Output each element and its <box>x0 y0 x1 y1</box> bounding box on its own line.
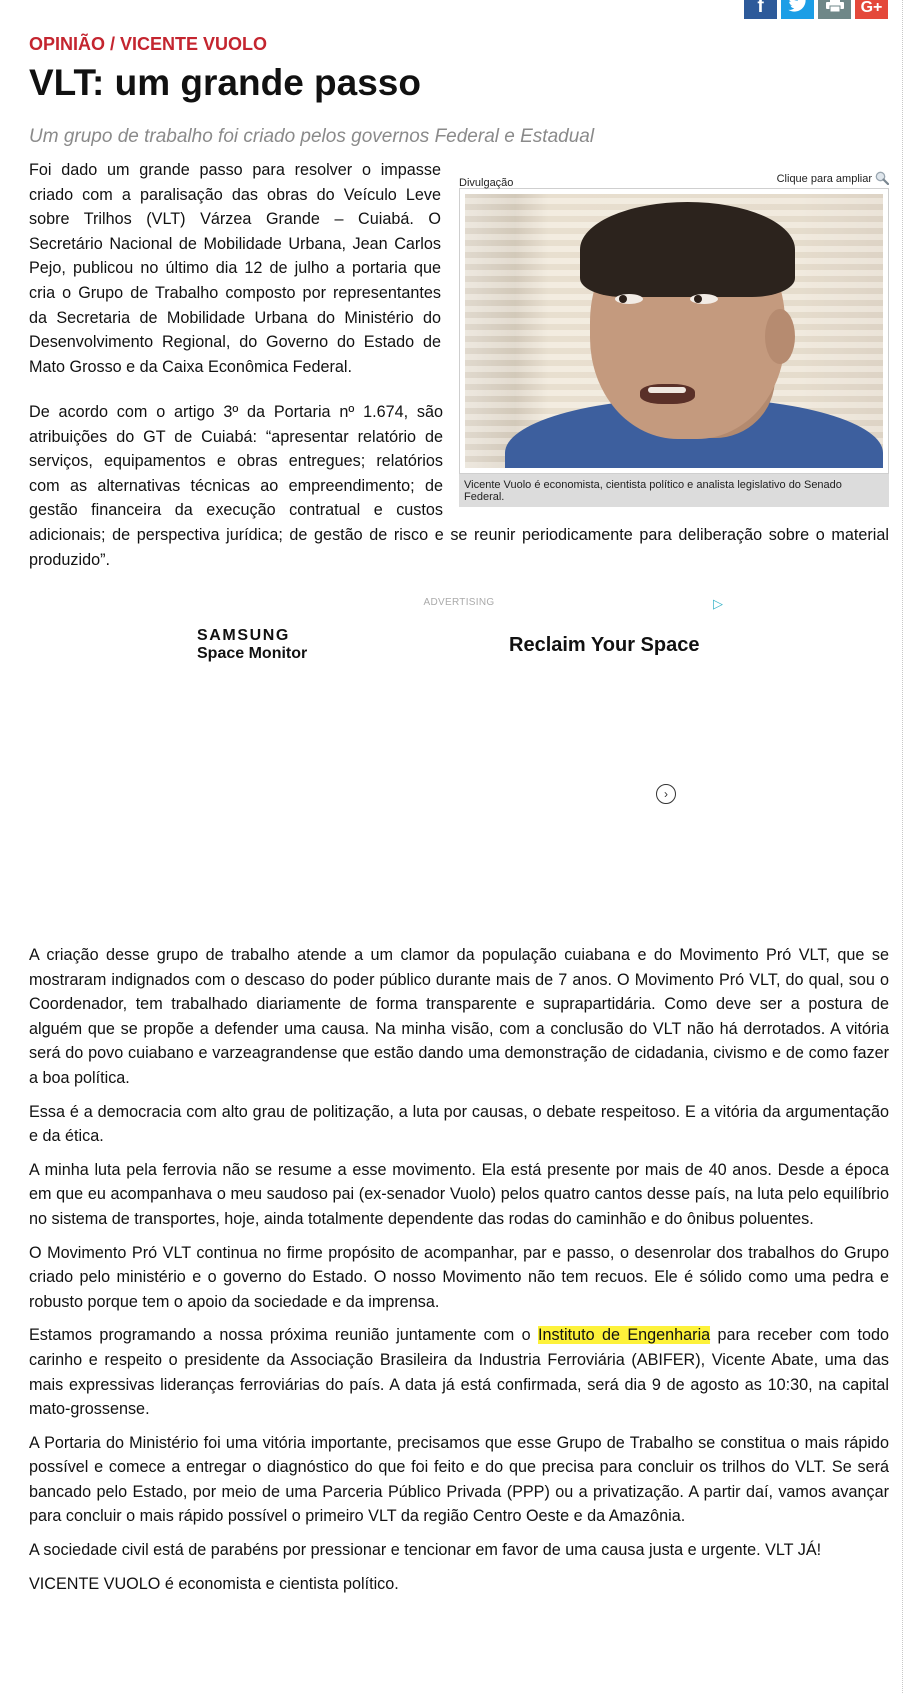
enlarge-photo-link[interactable] <box>777 166 889 188</box>
ad-headline[interactable]: Reclaim Your Space <box>509 634 700 656</box>
article-kicker[interactable]: OPINIÃO / VICENTE VUOLO <box>29 34 268 54</box>
author-bio: VICENTE VUOLO é economista e cientista político. <box>29 1574 399 1593</box>
magnifier-icon <box>875 171 889 188</box>
ad-label: ADVERTISING <box>423 597 495 608</box>
paragraph: Estamos programando a nossa próxima reunião juntamente com o Instituto de Engenharia para receber com todo carinho e respeito o presidente da Associação Brasileira da Industria Ferroviária (ABIFER), Vicente Abate, uma das mais expressivas lideranças ferroviárias do país. A data já está confirmada, será dia 9 de agosto as 10:30, na capital mato-grossense. <box>29 1326 889 1419</box>
article-subtitle: Um grupo de trabalho foi criado pelos governos Federal e Estadual <box>29 126 595 147</box>
article-title: VLT: um grande passo <box>29 62 421 103</box>
paragraph: Essa é a democracia com alto grau de politização, a luta por causas, o debate respeitoso. E a vitória da argumentação e da ética. <box>29 1102 889 1146</box>
paragraph: A minha luta pela ferrovia não se resume a esse movimento. Ela está presente por mais de 40 anos. Desde a época em que eu acompanhava o meu saudoso pai (ex-senador Vuolo) pelos quatro cantos desse país, na luta pelo equilíbrio no sistema de transportes, hoje, ainda totalmente dependente das rodas do caminhão e do ônibus poluentes. <box>29 1160 889 1228</box>
share-bar <box>744 0 888 19</box>
enlarge-label: Clique para ampliar <box>776 173 872 185</box>
paragraph: De acordo com o artigo 3º da Portaria nº 1.674, são atribuições do GT de Cuiabá: “apresentar relatório de serviços, equipamentos e obras entregues; relatórios com as alternativas técnicas ao empreendimento; de gestão financeira da execução contratual e custos adicionais; de perspectiva jurídica; de gestão de risco e se reunir periodicamente para deliberação sobre o material produzido”. <box>29 403 889 569</box>
photo-caption: Vicente Vuolo é economista, cientista político e analista legislativo do Senado Federal. <box>459 474 889 507</box>
facebook-icon: f <box>757 0 764 17</box>
highlighted-link[interactable]: Instituto de Engenharia <box>537 1326 711 1345</box>
share-facebook-button[interactable] <box>744 0 777 19</box>
ad-product: Space Monitor <box>197 645 308 662</box>
paragraph: O Movimento Pró VLT continua no firme propósito de acompanhar, par e passo, o desenrolar dos trabalhos do Grupo criado pelo ministério e o governo do Estado. O nosso Movimento não tem recuos. Ele é sólido como uma pedra e robusto porque tem o apoio da sociedade e da imprensa. <box>29 1243 889 1311</box>
article-body <box>29 943 889 1605</box>
share-twitter-button[interactable] <box>781 0 814 19</box>
photo-credit: Divulgação <box>459 177 514 189</box>
samsung-logo: SAMSUNG <box>197 627 290 644</box>
ad-next-button[interactable] <box>656 784 676 804</box>
google-plus-icon: G+ <box>860 0 883 16</box>
advertisement[interactable] <box>29 594 889 894</box>
ad-brand[interactable] <box>197 628 307 664</box>
paragraph: A criação desse grupo de trabalho atende a um clamor da população cuiabana e do Movimento Pró VLT, que se mostraram indignados com o descaso do poder público durante mais de 7 anos. O Movimento Pró VLT, do qual, sou o Coordenador, tem trabalhado diariamente de forma transparente e suprapartidária. Como deve ser a postura de alguém que se propõe a defender uma causa. Na minha visão, com a conclusão do VLT não há derrotados. A vitória será do povo cuiabano e varzeagrandense que estão dando uma demonstração de cidadania, civismo e de como fazer a boa política. <box>29 946 889 1087</box>
paragraph: Foi dado um grande passo para resolver o impasse criado com a paralisação das obras do Veículo Leve sobre Trilhos (VLT) Várzea Grande – Cuiabá. O Secretário Nacional de Mobilidade Urbana, Jean Carlos Pejo, publicou no último dia 12 de julho a portaria que cria o Grupo de Trabalho composto por representantes da Secretaria de Mobilidade Urbana do Ministério do Desenvolvimento Regional, do Governo do Estado de Mato Grosso e da Caixa Econômica Federal. <box>29 161 441 376</box>
ad-choices-icon[interactable]: ▷ <box>713 596 723 611</box>
paragraph: A sociedade civil está de parabéns por pressionar e tencionar em favor de uma causa justa e urgente. VLT JÁ! <box>29 1541 822 1560</box>
share-googleplus-button[interactable] <box>855 0 888 19</box>
paragraph: A Portaria do Ministério foi uma vitória importante, precisamos que esse Grupo de Trabalho se constitua o mais rápido possível e comece a entregar o diagnóstico do que foi feito e do que precisa para concluir os trilhos do VLT. Se será bancado pelo Estado, por meio de uma Parceria Público Privada (PPP) ou a privatização. A partir daí, vamos avançar para concluir o mais rápido possível o primeiro VLT da região Centro Oeste e da Amazônia. <box>29 1433 889 1526</box>
chevron-right-icon: › <box>664 787 668 801</box>
twitter-icon <box>788 0 808 16</box>
print-button[interactable] <box>818 0 851 19</box>
page-edge-divider <box>902 0 903 1693</box>
print-icon <box>826 0 844 16</box>
